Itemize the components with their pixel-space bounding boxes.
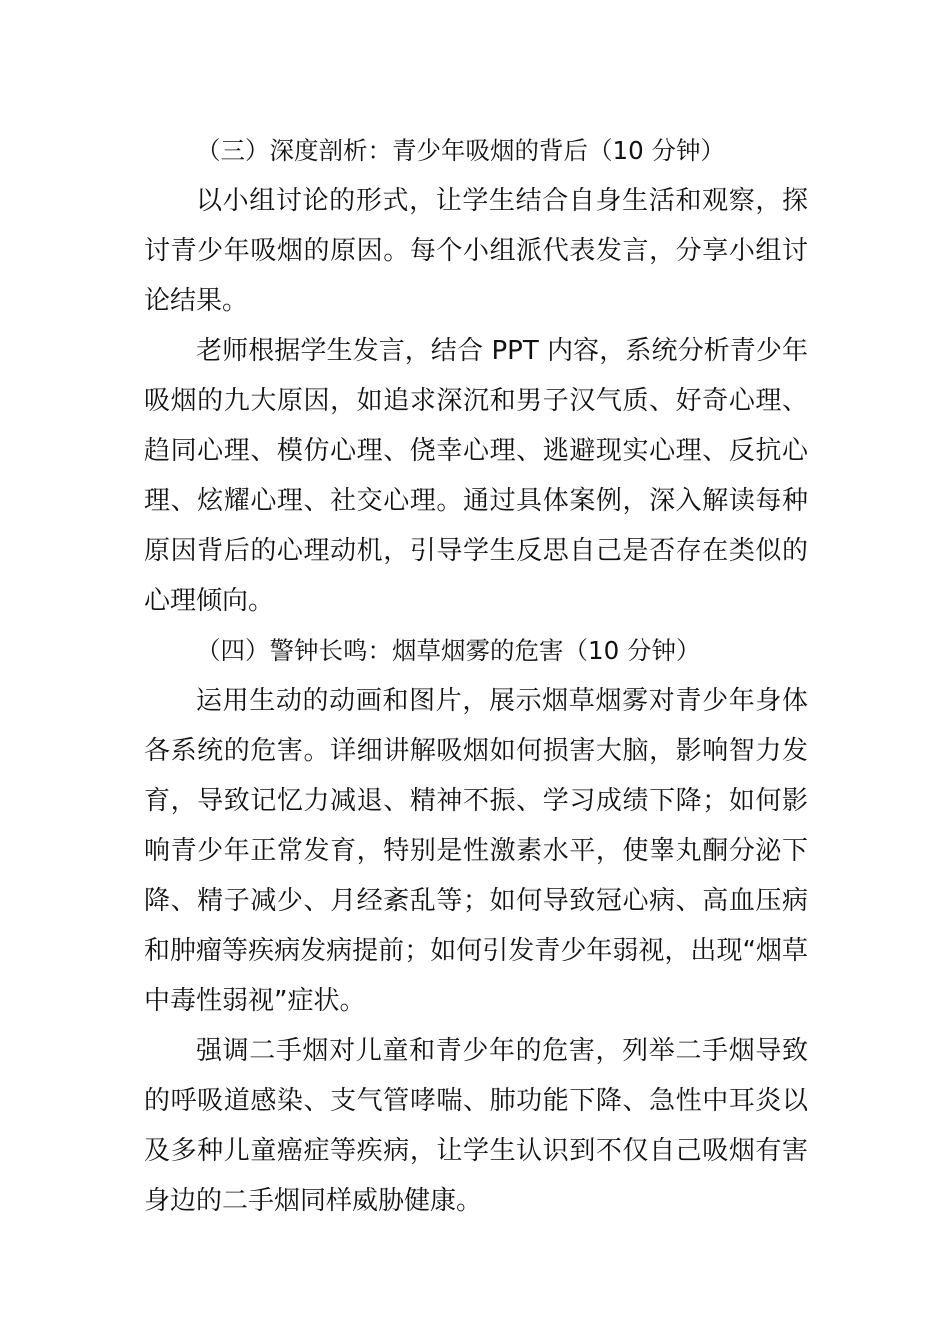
section-heading: （三）深度剖析：青少年吸烟的背后（10 分钟） (196, 136, 725, 165)
section-heading: （四）警钟长鸣：烟草烟雾的危害（10 分钟） (196, 636, 701, 665)
paragraph: 以小组讨论的形式，让学生结合自身生活和观察，探讨青少年吸烟的原因。每个小组派代表发言，分享小组讨论结果。 (144, 186, 808, 316)
paragraph: 强调二手烟对儿童和青少年的危害，列举二手烟导致的呼吸道感染、支气管哮喘、肺功能下降、急性中耳炎以及多种儿童癌症等疾病，让学生认识到不仅自己吸烟有害身边的二手烟同样威胁健康。 (144, 1036, 808, 1216)
paragraph: 老师根据学生发言，结合 PPT 内容，系统分析青少年吸烟的九大原因，如追求深沉和男子汉气质、好奇心理、趋同心理、模仿心理、侥幸心理、逃避现实心理、反抗心理、炫耀心理、社交心理。通过具体案例，深入解读每种原因背后的心理动机，引导学生反思自己是否存在类似的心理倾向。 (144, 336, 808, 616)
paragraph: 运用生动的动画和图片，展示烟草烟雾对青少年身体各系统的危害。详细讲解吸烟如何损害大脑，影响智力发育，导致记忆力减退、精神不振、学习成绩下降；如何影响青少年正常发育，特别是性激素水平，使睾丸酮分泌下降、精子减少、月经紊乱等；如何导致冠心病、高血压病和肿瘤等疾病发病提前；如何引发青少年弱视，出现“烟草中毒性弱视”症状。 (144, 686, 808, 1016)
document-body (144, 126, 808, 1226)
